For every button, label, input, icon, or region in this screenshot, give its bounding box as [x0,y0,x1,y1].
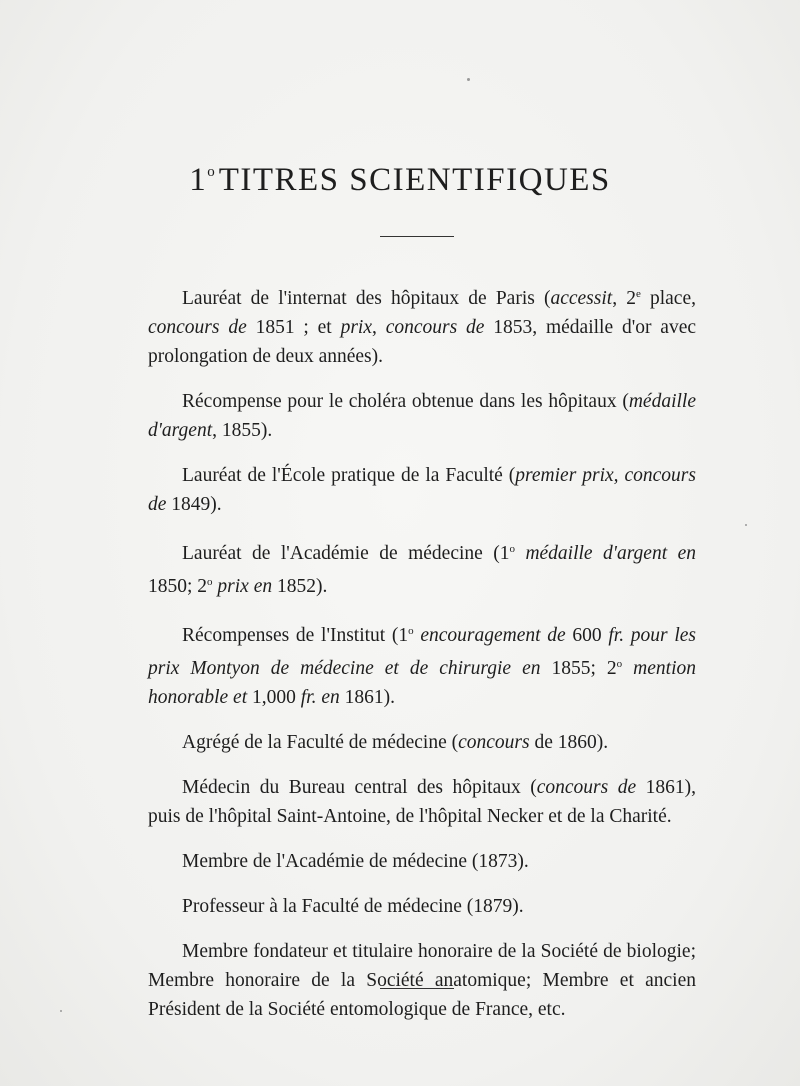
text-run [515,543,525,564]
text-run: 1,000 [247,687,301,708]
paragraph-cholera [148,387,696,445]
text-run: 1861), puis de l'hôpital Saint-Antoine, de l'hôpital Necker et de la Charité. [148,777,696,827]
superscript: o [509,543,515,555]
paragraph-ecole-pratique [148,461,696,519]
italic-run: concours de [536,777,637,798]
text-run: 1851 ; et [246,317,341,338]
paragraph-academie-laureat [148,535,696,601]
text-run: , 2 [612,288,636,309]
text-run: Agrégé de la Faculté de médecine ( [182,732,459,753]
text-run: 1855; 2 [540,658,617,679]
paragraph-agrege [148,728,696,757]
text-run: Lauréat de l'internat des hôpitaux de Paris ( [182,288,551,309]
text-run: Professeur à la Faculté de médecine (1879). [182,896,524,917]
text-run: , [371,317,386,338]
superscript: o [408,625,414,637]
paragraph-membre-academie [148,847,696,876]
text-run: 1849). [166,494,222,515]
text-run: 600 [565,625,609,646]
closing-divider [380,988,454,989]
italic-run: médaille d'argent [148,391,696,441]
italic-run: fr. en [300,687,340,708]
titles-list [148,280,696,1040]
paper-speck [467,78,470,81]
paragraph-internat [148,280,696,371]
italic-run: mention honorable et [148,658,696,708]
text-run [622,658,633,679]
text-run: , 1855). [212,420,273,441]
italic-run: concours [458,732,530,753]
superscript: e [635,288,641,300]
paper-speck [60,1010,62,1012]
text-run: 1853, médaille d'or avec prolongation de deux années). [148,317,697,367]
page-title [0,162,800,199]
text-run: Membre fondateur et titulaire honoraire de la Société de biologie; Membre honoraire de la Société anatomique; Membre et ancien Président de la Société entomologique de France, etc. [148,941,696,1020]
paragraph-societes [148,937,696,1024]
paragraph-professeur [148,892,696,921]
italic-run: encouragement de [420,625,566,646]
paragraph-institut [148,617,696,712]
text-run: de 1860). [529,732,609,753]
text-run: Récompenses de l'Institut (1 [182,625,409,646]
superscript: o [207,576,213,588]
italic-run: médaille d'argent en [525,543,696,564]
italic-run: concours de [385,317,485,338]
paragraph-medecin-bureau [148,773,696,831]
section-number: 1 [189,162,208,198]
text-run: 1850; 2 [148,576,208,597]
italic-run: prix [340,317,372,338]
text-run: Médecin du Bureau central des hôpitaux ( [182,777,537,798]
italic-run: fr. pour les prix Montyon de médecine et de chirurgie en [148,625,696,679]
title-text: TITRES SCIENTIFIQUES [218,162,611,198]
text-run: Membre de l'Académie de médecine (1873). [182,851,529,872]
text-run: Lauréat de l'Académie de médecine (1 [182,543,510,564]
italic-run: prix en [217,576,273,597]
title-divider [380,236,454,237]
italic-run: accessit [550,288,613,309]
text-run: 1852). [272,576,328,597]
ordinal-mark: o [207,164,215,180]
text-run: Lauréat de l'École pratique de la Faculté ( [182,465,516,486]
italic-run: concours de [148,317,247,338]
paper-speck [745,524,747,526]
text-run: place, [640,288,696,309]
italic-run: premier prix, concours de [148,465,696,515]
text-run: 1861). [339,687,395,708]
text-run: Récompense pour le choléra obtenue dans les hôpitaux ( [182,391,629,412]
superscript: o [616,658,623,670]
